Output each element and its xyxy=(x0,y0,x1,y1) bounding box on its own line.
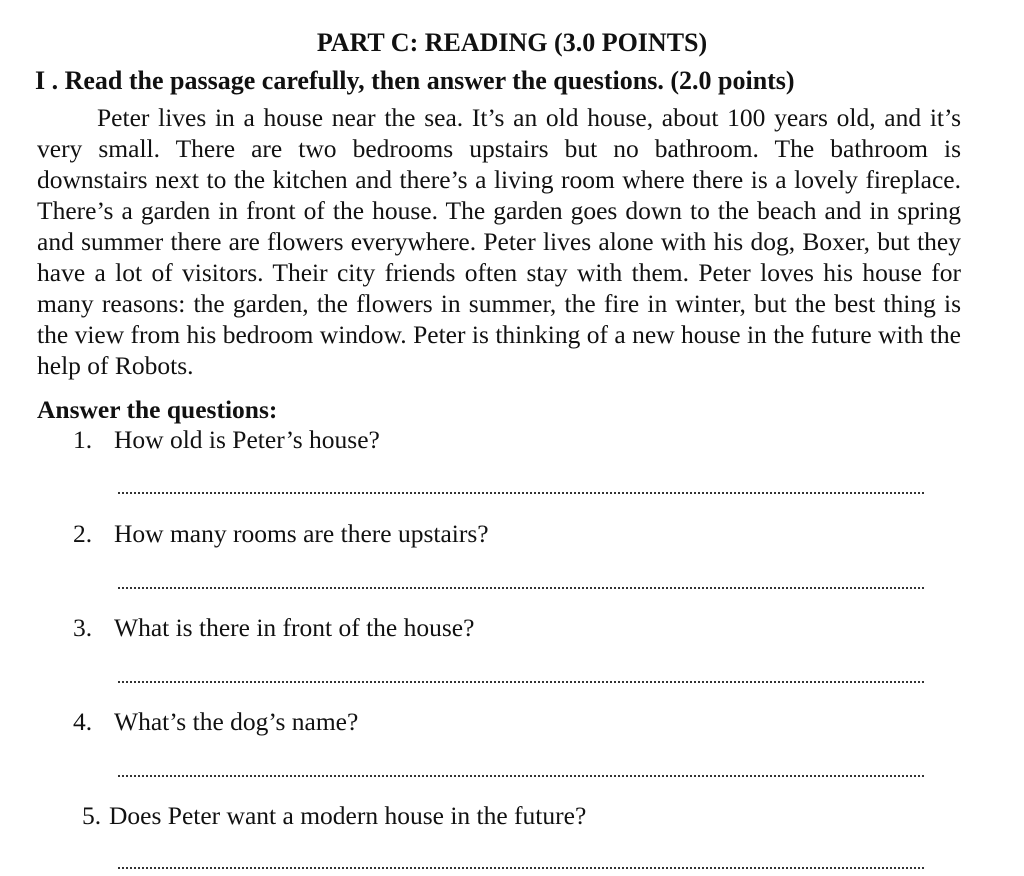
question-number: 2. xyxy=(73,519,93,548)
question-3 xyxy=(0,612,1024,644)
question-5 xyxy=(0,800,1024,832)
question-number: 3. xyxy=(73,613,93,642)
question-4 xyxy=(0,706,1024,738)
question-text: What’s the dog’s name? xyxy=(114,707,359,736)
answer-line-2[interactable] xyxy=(118,587,924,589)
answer-line-3[interactable] xyxy=(118,681,924,683)
section-title: I . Read the passage carefully, then answer the questions. (2.0 points) xyxy=(35,66,795,95)
question-number: 1. xyxy=(73,425,93,454)
part-title: PART C: READING (3.0 POINTS) xyxy=(316,28,708,57)
reading-passage: Peter lives in a house near the sea. It’s an old house, about 100 years old, and it’s very small. There are two bedrooms upstairs but no bathroom. The bathroom is downstairs next to the kitchen and there’s a living room where there is a lovely fireplace. There’s a garden in front of the house. The garden goes down to the beach and in spring and summer there are flowers everywhere. Peter lives alone with his dog, Boxer, but they have a lot of visitors. Their city friends often stay with them. Peter loves his house for many reasons: the garden, the flowers in summer, the fire in winter, but the best thing is the view from his bedroom window. Peter is thinking of a new house in the future with the help of Robots. xyxy=(37,103,961,380)
question-text: Does Peter want a modern house in the future? xyxy=(109,801,587,830)
answer-line-1[interactable] xyxy=(118,492,924,494)
question-text: What is there in front of the house? xyxy=(114,613,475,642)
question-number: 4. xyxy=(73,707,93,736)
question-text: How old is Peter’s house? xyxy=(114,425,380,454)
answer-heading: Answer the questions: xyxy=(37,395,278,424)
answer-line-5[interactable] xyxy=(118,867,924,869)
question-2 xyxy=(0,518,1024,550)
question-text: How many rooms are there upstairs? xyxy=(114,519,489,548)
question-number: 5. xyxy=(82,801,102,830)
question-1 xyxy=(0,424,1024,456)
answer-line-4[interactable] xyxy=(118,775,924,777)
